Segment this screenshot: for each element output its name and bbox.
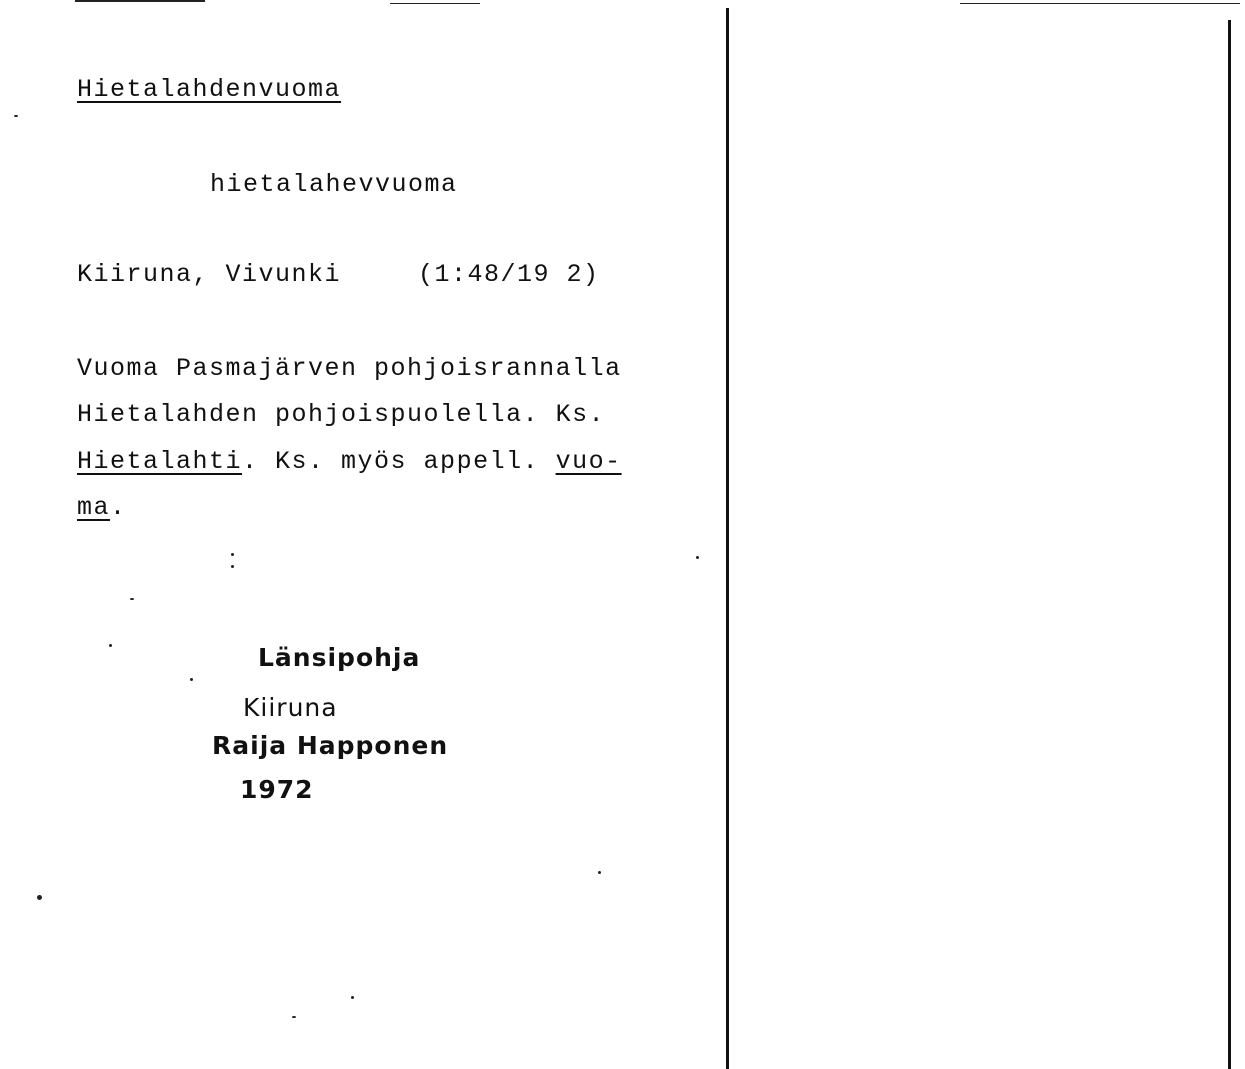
top-scan-edge: [75, 0, 205, 2]
top-scan-edge: [390, 3, 480, 4]
description-line: Vuoma Pasmajärven pohjoisrannalla: [77, 354, 622, 383]
top-scan-edge: [960, 3, 1240, 4]
cross-reference-link[interactable]: Hietalahti: [77, 447, 243, 476]
scan-speck: [231, 553, 234, 556]
stamp-year: 1972: [240, 775, 314, 804]
appellative-link-continued[interactable]: ma: [77, 493, 111, 522]
stamp-collector: Raija Happonen: [212, 731, 449, 760]
stamp-region: Länsipohja: [258, 643, 421, 672]
appellative-link[interactable]: vuo-: [555, 447, 622, 476]
description-line: [77, 495, 127, 520]
description-line: [77, 449, 622, 474]
dialect-form: hietalahevvuoma: [210, 170, 458, 199]
scan-speck: [351, 996, 354, 999]
scan-speck: [14, 115, 18, 117]
right-scan-edge: [1228, 20, 1231, 1069]
card-divider-line: [726, 8, 729, 1069]
description-text: .: [110, 493, 127, 522]
scan-speck: [696, 556, 699, 559]
scan-speck: [130, 598, 134, 600]
headword: Hietalahdenvuoma: [77, 75, 342, 104]
scan-speck: [109, 644, 112, 647]
scan-speck: [292, 1016, 296, 1018]
location: Kiiruna, Vivunki: [77, 260, 342, 289]
scan-speck: [598, 871, 601, 874]
scan-speck: [190, 678, 193, 681]
source-reference: (1:48/19 2): [418, 260, 600, 289]
description-text: . Ks. myös appell.: [242, 447, 556, 476]
scan-speck: [37, 895, 42, 900]
description-line: Hietalahden pohjoispuolella. Ks.: [77, 400, 606, 429]
scan-speck: [231, 565, 234, 568]
stamp-municipality: Kiiruna: [243, 693, 338, 722]
